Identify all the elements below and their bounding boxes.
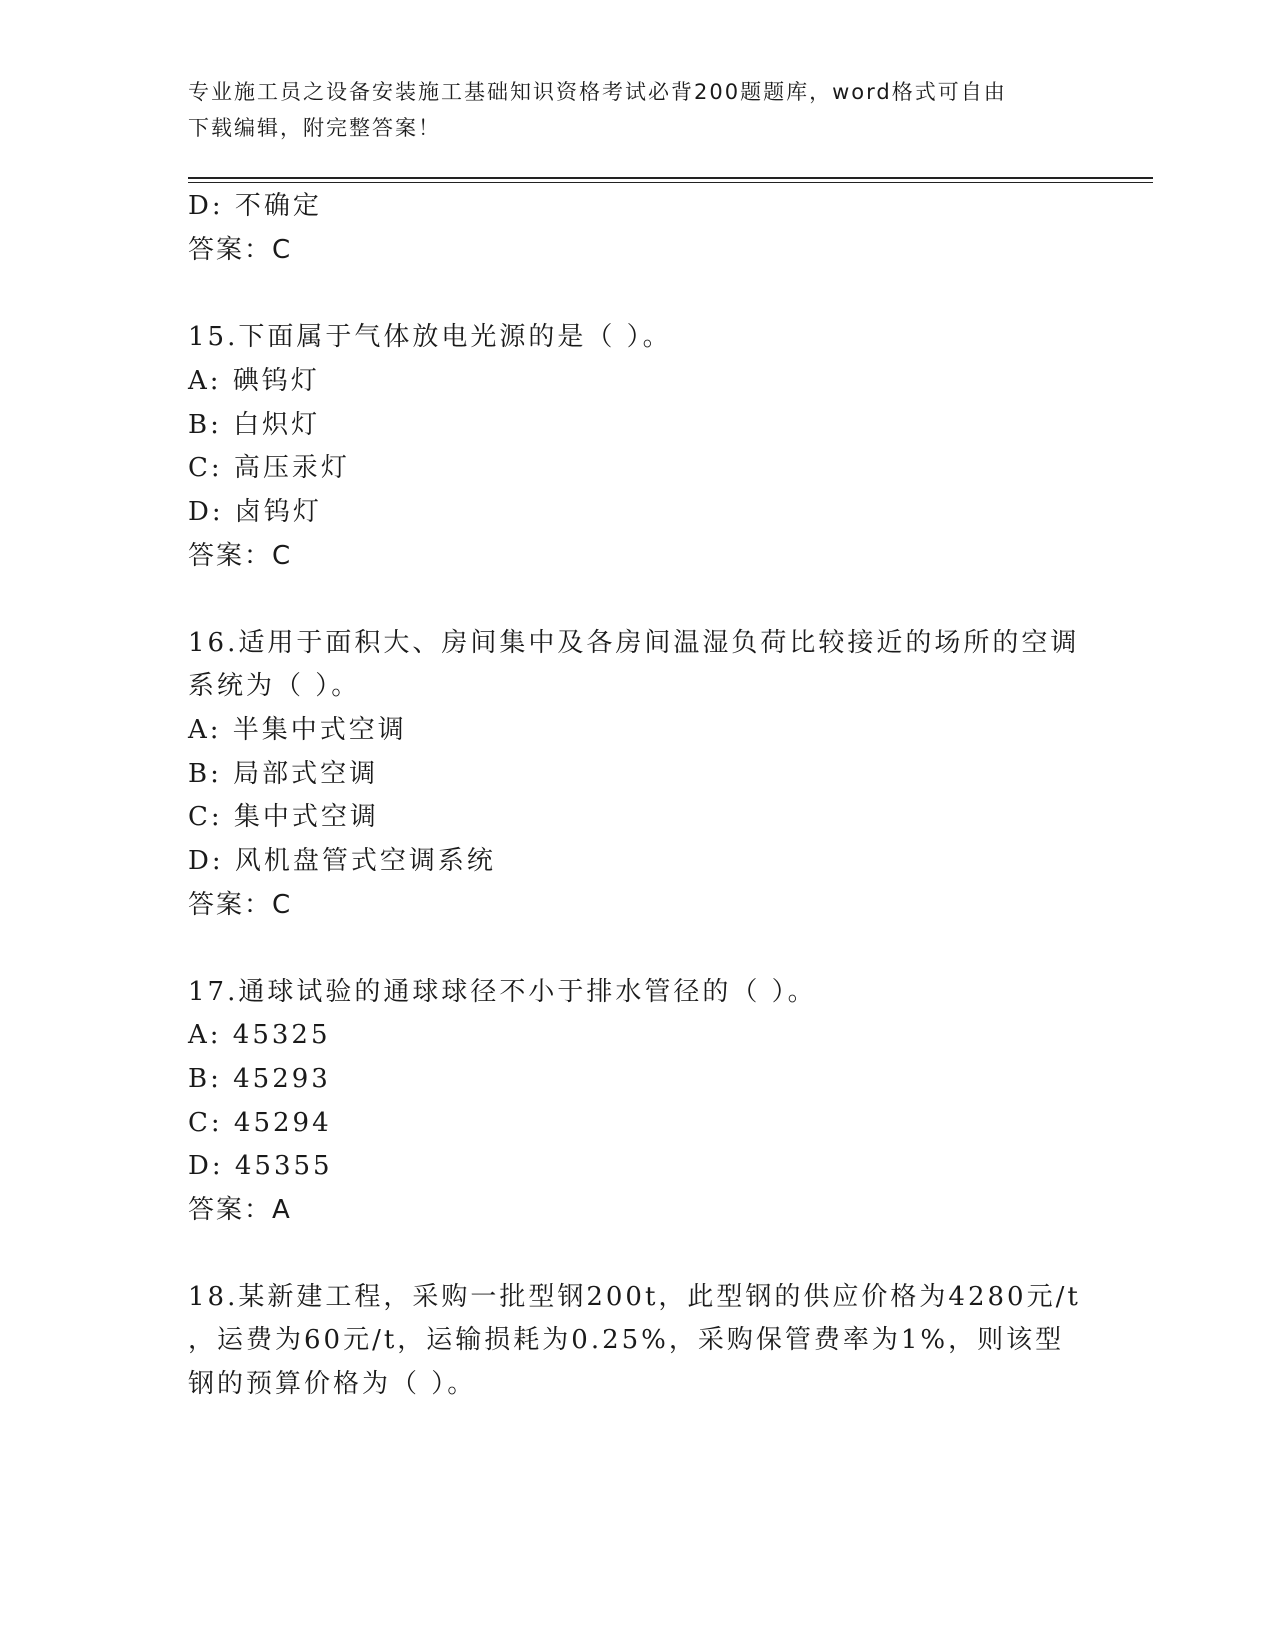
document-header: [188, 74, 1088, 146]
q18-question-line-2: ，运费为60元/t，运输损耗为0.25%，采购保管费率为1%，则该型: [188, 1325, 1065, 1355]
q17-option-c: C: 45294: [188, 1108, 332, 1138]
header-line-2: 下载编辑，附完整答案！: [188, 116, 441, 140]
q18-question-line-1: 18.某新建工程，采购一批型钢200t，此型钢的供应价格为4280元/t: [188, 1282, 1081, 1312]
header-divider-thick: [188, 177, 1153, 179]
q15-answer: 答案：C: [188, 541, 293, 571]
q17-option-d: D: 45355: [188, 1151, 333, 1181]
q16-question-line-2: 系统为（ ）。: [188, 671, 361, 701]
q16-option-a: A: 半集中式空调: [188, 715, 407, 745]
q15-question: 15.下面属于气体放电光源的是（ ）。: [188, 322, 672, 352]
header-line-1: 专业施工员之设备安装施工基础知识资格考试必背200题题库，word格式可自由: [188, 80, 1007, 104]
q18-question-line-3: 钢的预算价格为（ ）。: [188, 1369, 477, 1399]
q16-question-line-1: 16.适用于面积大、房间集中及各房间温湿负荷比较接近的场所的空调: [188, 628, 1080, 658]
q16-option-b: B: 局部式空调: [188, 759, 379, 789]
q14-answer: 答案：C: [188, 235, 293, 265]
header-divider-thin: [188, 182, 1153, 183]
q17-option-b: B: 45293: [188, 1064, 331, 1094]
q15-option-b: B: 白炽灯: [188, 410, 321, 440]
q15-option-d: D: 卤钨灯: [188, 497, 322, 527]
q16-option-d: D: 风机盘管式空调系统: [188, 846, 496, 876]
q16-option-c: C: 集中式空调: [188, 802, 379, 832]
q15-option-a: A: 碘钨灯: [188, 366, 320, 396]
q14-option-d: D: 不确定: [188, 191, 322, 221]
q17-question: 17.通球试验的通球球径不小于排水管径的（ ）。: [188, 977, 817, 1007]
q15-option-c: C: 高压汞灯: [188, 453, 350, 483]
q16-answer: 答案：C: [188, 890, 293, 920]
q17-answer: 答案：A: [188, 1195, 292, 1225]
q17-option-a: A: 45325: [188, 1020, 331, 1050]
